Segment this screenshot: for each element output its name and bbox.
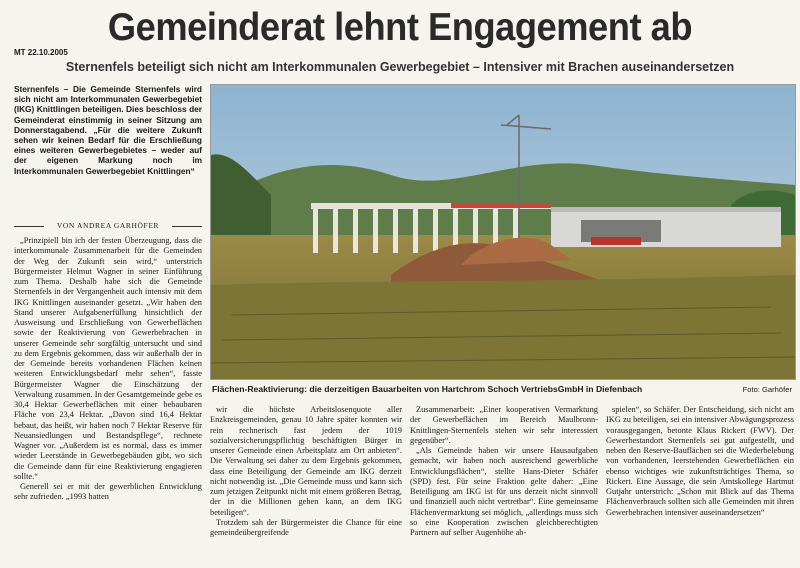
body-paragraph: spielen“, so Schäfer. Der Entscheidung, sich nicht am IKG zu beteiligen, sei ein intensiver Abwägungsprozess vorausgegangen, betonte Klaus Rickert (FWV). Der Gewerbestandort Sternenfels sei gut aufgestellt, und neben den Reserve-Bauflächen sei die Wiederbelebung von vorhandenen, leerstehenden Gewerbeflächen ein ebenso wichtiges wie zukunftsträchtiges Thema, so Rickert. Eine Aussage, die sein Amtskollege Hartmut Gutjahr unterstrich: „Schon mit Blick auf das Thema Flächenverbrauch sollten sich alle Gemeinden mit ihren Gewerbebrachen intensiver auseinandersetzen“ [606,405,794,517]
body-column-2 [210,405,402,562]
foreground-grass [211,275,795,379]
body-paragraph: „Prinzipiell bin ich der festen Überzeugung, dass die interkommunale Zusammenarbeit für die Gemeinden der Weg der Zukunft sein wird,“ unterstrich Bürgermeister Helmut Wagner in seiner Einführung zum Thema. Deshalb habe sich die Gemeinde Sternenfels in der Vergangenheit auch intensiv mit dem IKG Knittlingen auseinander gesetzt. „Wir haben den Stand unserer Aufgabenerfüllung hinsichtlich der Ausweisung und Erschließung von Gewerbeflächen sowie der Reaktivierung von Gewerbebrachen in unserer Gemeinde sehr sorgfältig untersucht und sind zu dem Ergebnis gekommen, dass wir außerhalb der in der Gemeinde bereits vorhandenen Flächen keinen weiteren Entwicklungsbedarf mehr sehen“, fasste Bürgermeister Wagner die Einschätzung der Verwaltung zusammen. In der Gesamtgemeinde gebe es 30,4 Hektar Gewerbeflächen mit einer bebaubaren Fläche von 23,4 Hektar. „Davon sind 16,4 Hektar bebaut, das heißt, wir haben noch 7 Hektar Reserve für Neuansiedlungen und Bestandspflege“, rechnete Wagner vor. „Außerdem ist es normal, dass es immer wieder Leerstände in Gewerbegebäuden gibt, wo sich die Gemeinde dann für eine Reaktivierung engagieren sollte.“ [14,236,202,481]
dateline: MT 22.10.2005 [14,48,68,57]
body-column-3 [410,405,598,562]
red-vehicles [591,237,641,245]
body-paragraph: Generell sei er mit der gewerblichen Entwicklung sehr zufrieden. „1993 hatten [14,482,202,502]
body-paragraph: „Als Gemeinde haben wir unsere Hausaufgaben gemacht, wir haben noch ausreichend gewerbliche Entwicklungsflächen“, stellte Hans-Dieter Schäfer (SPD) fest. Für seine Fraktion gelte daher: „Eine Beteiligung am IKG ist für uns derzeit nicht sinnvoll und finanziell auch nicht vertretbar“. Eine gemeinsame Flächenvermarktung sei möglich, „allerdings muss sich so eine Kooperation zwischen gleichberechtigten Partnern auf selber Augenhöhe ab- [410,446,598,537]
headline: Gemeinderat lehnt Engagement ab [107,6,693,49]
body-paragraph: wir die höchste Arbeitslosenquote aller Enzkreisgemeinden, genau 10 Jahre später konnten wir rein rechnerisch fast jedem der 1019 sozialversicherungspflichtig beschäftigten Bürger in unserer Gemeinde einen Arbeitsplatz am Ort anbieten“. Die Verwaltung sei daher zu dem Ergebnis gekommen, dass eine Beteiligung der Gemeinde am IKG derzeit nicht notwendig ist. „Die Gemeinde muss und kann sich zum jetzigen Zeitpunkt nicht mit einem größeren Betrag, der in die Millionen gehen kann, an dem IKG beteiligen“. [210,405,402,517]
byline: VON ANDREA GARHÖFER [14,221,202,230]
lead-paragraph: Sternenfels – Die Gemeinde Sternenfels wird sich nicht am Interkommunalen Gewerbegebiet (IKG) Knittlingen beteiligen. Dies beschloss der Gemeinderat einstimmig in seiner Sitzung am Donnerstagabend. „Für die weitere Zukunft sehen wir keinen Bedarf für die Erschließung eines weiteren Gewerbegebietes – weder auf der eigenen Markung noch im Interkommunalen Gewerbegebiet Knittlingen“ [14,84,202,176]
body-paragraph: Zusammenarbeit: „Einer kooperativen Vermarktung der Gewerbeflächen im Bereich Maulbronn-Knittlingen-Sternenfels stehen wir sehr interessiert gegenüber“. [410,405,598,445]
photo-caption: Flächen-Reaktivierung: die derzeitigen Bauarbeiten von Hartchrom Schoch VertriebsGmbH in Diefenbach [212,384,643,394]
body-column-1 [14,236,202,562]
photo-credit: Foto: Garhöfer [742,385,792,394]
photo-illustration [211,85,795,379]
body-column-4 [606,405,794,562]
body-paragraph: Trotzdem sah der Bürgermeister die Chance für eine gemeindeübergreifende [210,517,402,537]
construction-photo [210,84,796,380]
subheadline: Sternenfels beteiligt sich nicht am Interkommunalen Gewerbegebiet – Intensiver mit Brachen auseinandersetzen [65,60,735,74]
